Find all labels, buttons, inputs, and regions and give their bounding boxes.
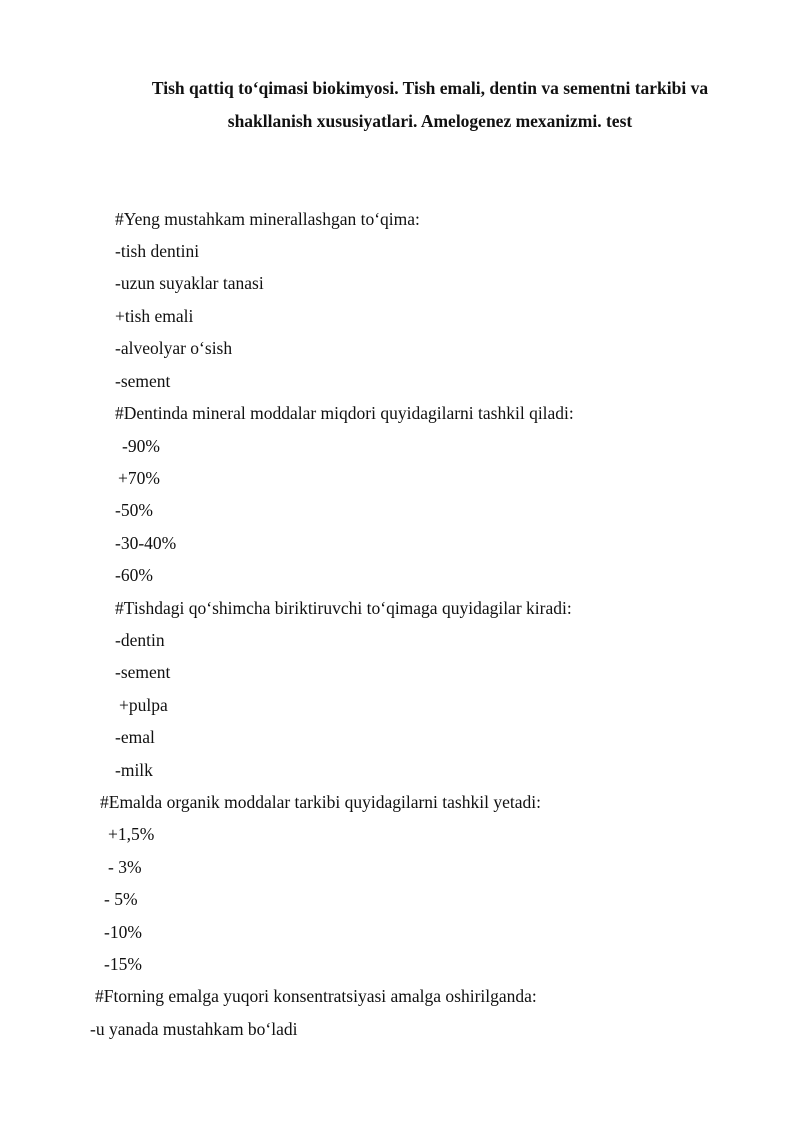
option-1-c-correct: +tish emali (115, 306, 194, 326)
question-1: #Yeng mustahkam minerallashgan to‘qima: (115, 209, 420, 229)
option-4-c: - 5% (104, 889, 138, 909)
option-1-e: -sement (115, 371, 171, 391)
option-2-c: -50% (115, 500, 153, 520)
question-5: #Ftorning emalga yuqori konsentratsiyasi amalga oshirilganda: (95, 986, 537, 1006)
option-4-a-correct: +1,5% (108, 824, 155, 844)
document-title-line-1: Tish qattiq to‘qimasi biokimyosi. Tish emali, dentin va sementni tarkibi va (151, 78, 709, 98)
option-5-a: -u yanada mustahkam bo‘ladi (90, 1019, 298, 1039)
option-4-b: - 3% (108, 857, 142, 877)
option-4-e: -15% (104, 954, 142, 974)
option-3-d: -emal (115, 727, 155, 747)
option-1-a: -tish dentini (115, 241, 200, 261)
question-4: #Emalda organik moddalar tarkibi quyidagilarni tashkil yetadi: (100, 792, 541, 812)
option-2-b-correct: +70% (118, 468, 160, 488)
option-3-c-correct: +pulpa (119, 695, 168, 715)
question-3: #Tishdagi qo‘shimcha biriktiruvchi to‘qimaga quyidagilar kiradi: (115, 598, 572, 618)
option-3-a: -dentin (115, 630, 165, 650)
option-3-b: -sement (115, 662, 171, 682)
option-4-d: -10% (104, 922, 142, 942)
option-2-e: -60% (115, 565, 153, 585)
option-1-b: -uzun suyaklar tanasi (115, 273, 264, 293)
option-3-e: -milk (115, 760, 153, 780)
question-2: #Dentinda mineral moddalar miqdori quyidagilarni tashkil qiladi: (115, 403, 574, 423)
option-1-d: -alveolyar o‘sish (115, 338, 233, 358)
option-2-d: -30-40% (115, 533, 177, 553)
document-title-line-2: shakllanish xususiyatlari. Amelogenez mexanizmi. test (227, 111, 633, 131)
option-2-a: -90% (122, 436, 160, 456)
